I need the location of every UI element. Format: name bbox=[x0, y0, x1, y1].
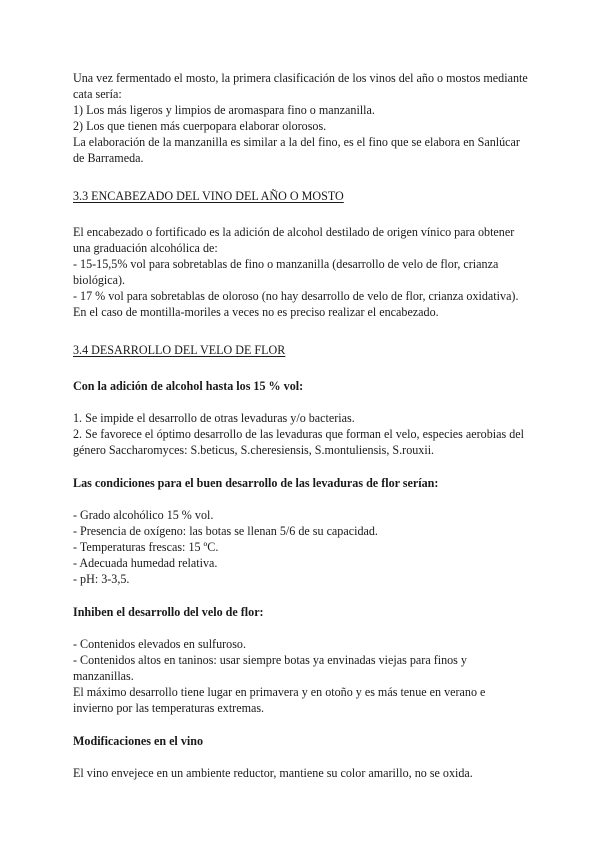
conditions-subheading: Las condiciones para el buen desarrollo de las levaduras de flor serían: bbox=[73, 476, 439, 490]
section-heading-3-3: 3.3 ENCABEZADO DEL VINO DEL AÑO O MOSTO bbox=[73, 189, 344, 203]
list-item: - Adecuada humedad relativa. bbox=[73, 556, 218, 570]
text-line: La elaboración de la manzanilla es similar a la del fino, es el fino que se elabora en Sanlúcar bbox=[73, 135, 520, 149]
list-item: - Temperaturas frescas: 15 ºC. bbox=[73, 540, 219, 554]
text-line: cata sería: bbox=[73, 87, 122, 101]
text-line: El vino envejece en un ambiente reductor, mantiene su color amarillo, no se oxida. bbox=[73, 766, 473, 780]
text-line: una graduación alcohólica de: bbox=[73, 241, 218, 255]
list-item: 1. Se impide el desarrollo de otras levaduras y/o bacterias. bbox=[73, 411, 355, 425]
inhibit-list bbox=[73, 636, 530, 716]
list-item: - Contenidos altos en taninos: usar siempre botas ya envinadas viejas para finos y bbox=[73, 653, 467, 667]
intro-paragraph bbox=[73, 70, 530, 166]
list-item: 2. Se favorece el óptimo desarrollo de las levaduras que forman el velo, especies aerobias del bbox=[73, 427, 524, 441]
conditions-list bbox=[73, 507, 530, 587]
text-line: invierno por las temperaturas extremas. bbox=[73, 701, 265, 715]
text-line: 2) Los que tienen más cuerpopara elaborar olorosos. bbox=[73, 119, 327, 133]
list-item: manzanillas. bbox=[73, 669, 134, 683]
section-heading-3-4: 3.4 DESARROLLO DEL VELO DE FLOR bbox=[73, 343, 286, 357]
text-line: 1) Los más ligeros y limpios de aromaspara fino o manzanilla. bbox=[73, 103, 375, 117]
inhibit-subheading: Inhiben el desarrollo del velo de flor: bbox=[73, 605, 264, 619]
text-line: - 17 % vol para sobretablas de oloroso (no hay desarrollo de velo de flor, crianza oxidativa). bbox=[73, 289, 519, 303]
list-item: - Contenidos elevados en sulfuroso. bbox=[73, 637, 246, 651]
list-item: - pH: 3-3,5. bbox=[73, 572, 130, 586]
section-3-3-paragraph bbox=[73, 224, 530, 320]
text-line: Una vez fermentado el mosto, la primera clasificación de los vinos del año o mostos mediante bbox=[73, 71, 528, 85]
text-line: El encabezado o fortificado es la adición de alcohol destilado de origen vínico para obtener bbox=[73, 225, 515, 239]
list-item: - Grado alcohólico 15 % vol. bbox=[73, 508, 214, 522]
text-line: El máximo desarrollo tiene lugar en primavera y en otoño y es más tenue en verano e bbox=[73, 685, 486, 699]
list-item: género Saccharomyces: S.beticus, S.cheresiensis, S.montuliensis, S.rouxii. bbox=[73, 443, 435, 457]
text-line: de Barrameda. bbox=[73, 151, 144, 165]
list-item: - Presencia de oxígeno: las botas se llenan 5/6 de su capacidad. bbox=[73, 524, 378, 538]
text-line: biológica). bbox=[73, 273, 126, 287]
text-line: - 15-15,5% vol para sobretablas de fino o manzanilla (desarrollo de velo de flor, crianza bbox=[73, 257, 499, 271]
alcohol-subheading: Con la adición de alcohol hasta los 15 % vol: bbox=[73, 379, 304, 393]
alcohol-list bbox=[73, 410, 530, 458]
modifications-paragraph bbox=[73, 765, 530, 781]
modifications-subheading: Modificaciones en el vino bbox=[73, 734, 203, 748]
text-line: En el caso de montilla-moriles a veces no es preciso realizar el encabezado. bbox=[73, 305, 439, 319]
